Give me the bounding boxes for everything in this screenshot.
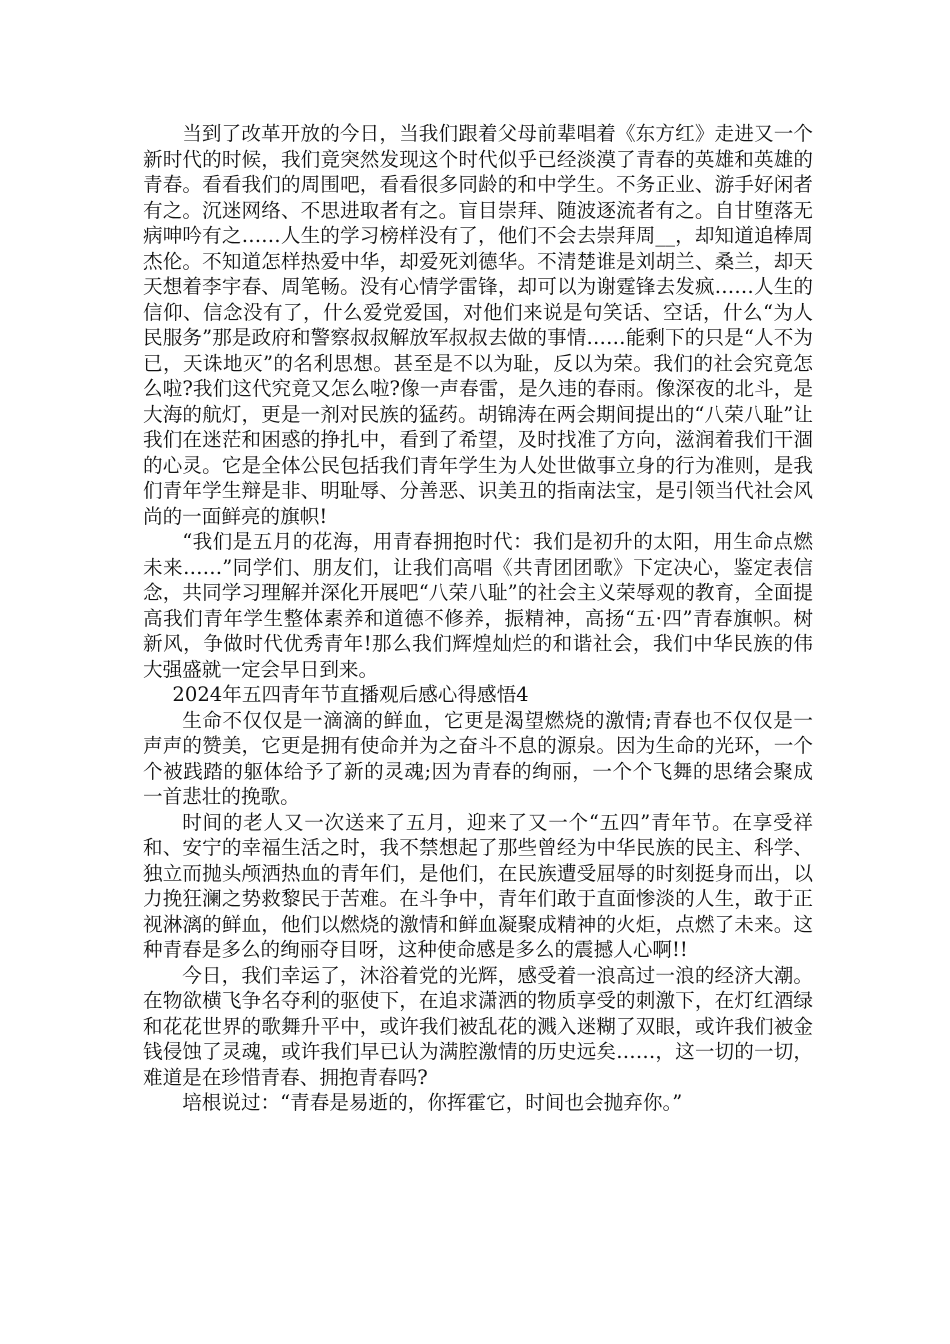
paragraph-may-flowers: “我们是五月的花海，用青春拥抱时代：我们是初升的太阳，用生命点燃未来……”同学们、朋友们，让我们高唱《共青团团歌》下定决心，鉴定表信念，共同学习理解并深化开展吧“八荣八耻”的社会主义荣辱观的教育，全面提高我们青年学生整体素养和道德不修养，振精神，高扬“五·四”青春旗帜。树新风，争做时代优秀青年!那么我们辉煌灿烂的和谐社会，我们中华民族的伟大强盛就一定会早日到来。 [143,530,813,681]
section-heading: 2024年五四青年节直播观后感心得感悟4 [172,683,529,706]
paragraph-may-fourth: 时间的老人又一次送来了五月，迎来了又一个“五四”青年节。在享受祥和、安宁的幸福生活之时，我不禁想起了那些曾经为中华民族的民主、科学、独立而抛头颅洒热血的青年们，是他们，在民族遭受屈辱的时刻挺身而出，以力挽狂澜之势救黎民于苦难。在斗争中，青年们敢于直面惨淡的人生，敢于正视淋漓的鲜血，他们以燃烧的激情和鲜血凝聚成精神的火炬，点燃了未来。这种青春是多么的绚丽夺目呀，这种使命感是多么的震撼人心啊!! [143,810,813,961]
paragraph-reform-era: 当到了改革开放的今日，当我们跟着父母前辈唱着《东方红》走进又一个新时代的时候，我们竟突然发现这个时代似乎已经淡漠了青春的英雄和英雄的青春。看看我们的周围吧，看看很多同龄的和中学生。不务正业、游手好闲者有之。沉迷网络、不思进取者有之。盲目崇拜、随波逐流者有之。自甘堕落无病呻吟有之……人生的学习榜样没有了，他们不会去崇拜周__，却知道追棒周杰伦。不知道怎样热爱中华，却爱死刘德华。不清楚谁是刘胡兰、桑兰，却天天想着李宇春、周笔畅。没有心情学雷锋，却可以为谢霆锋去发疯……人生的信仰、信念没有了，什么爱党爱国，对他们来说是句笑话、空话，什么“为人民服务”那是政府和警察叔叔解放军叔叔去做的事情……能剩下的只是“人不为已，天诛地灭”的名利思想。甚至是不以为耻，反以为荣。我们的社会究竟怎么啦?我们这代究竟又怎么啦?像一声春雷，是久违的春雨。像深夜的北斗，是大海的航灯，更是一剂对民族的猛药。胡锦涛在两会期间提出的“八荣八耻”让我们在迷茫和困惑的挣扎中，看到了希望，及时找准了方向，滋润着我们干涸的心灵。它是全体公民包括我们青年学生为人处世做事立身的行为准则，是我们青年学生辩是非、明耻辱、分善恶、识美丑的指南法宝，是引领当代社会风尚的一面鲜亮的旗帜! [143,122,813,528]
document-body [143,121,813,1116]
paragraph-life-and-youth: 生命不仅仅是一滴滴的鲜血，它更是渴望燃烧的激情;青春也不仅仅是一声声的赞美，它更是拥有使命并为之奋斗不息的源泉。因为生命的光环，一个个被践踏的躯体给予了新的灵魂;因为青春的绚丽，一个个飞舞的思绪会聚成一首悲壮的挽歌。 [143,708,813,808]
paragraph-bacon-quote: 培根说过：“青春是易逝的，你挥霍它，时间也会抛弃你。” [182,1091,683,1114]
paragraph-today: 今日，我们幸运了，沐浴着党的光辉，感受着一浪高过一浪的经济大潮。在物欲横飞争名夺利的驱使下，在追求潇洒的物质享受的刺激下，在灯红酒绿和花花世界的歌舞升平中，或许我们被乱花的溅入迷糊了双眼，或许我们被金钱侵蚀了灵魂，或许我们早已认为满腔激情的历史远矣……，这一切的一切，难道是在珍惜青春、拥抱青春吗? [143,963,813,1089]
